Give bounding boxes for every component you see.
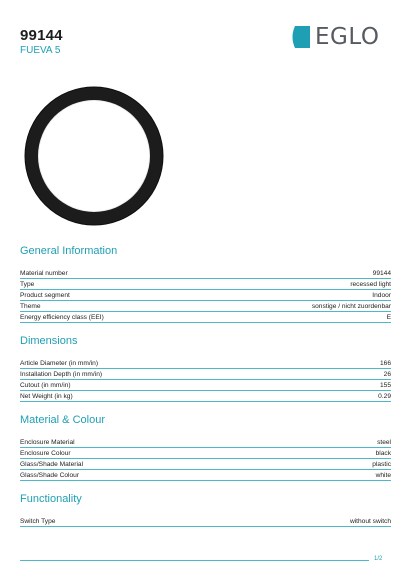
table-row bbox=[20, 437, 391, 448]
footer-divider bbox=[20, 560, 369, 561]
row-value: E bbox=[386, 313, 391, 321]
row-value: sonstige / nicht zuordenbar bbox=[311, 302, 391, 310]
row-value: plastic bbox=[372, 460, 391, 468]
brand-logo bbox=[288, 26, 392, 48]
row-label: Theme bbox=[20, 302, 41, 310]
section-title-general-information: General Information bbox=[20, 245, 118, 257]
row-value: 26 bbox=[383, 370, 391, 378]
row-value: without switch bbox=[349, 517, 391, 525]
eglo-logo-icon bbox=[288, 26, 310, 48]
row-label: Glass/Shade Material bbox=[20, 460, 84, 468]
row-label: Glass/Shade Colour bbox=[20, 471, 80, 479]
section-title-functionality: Functionality bbox=[20, 493, 82, 505]
table-row bbox=[20, 301, 391, 312]
row-value: white bbox=[375, 471, 391, 479]
section-title-material-colour: Material & Colour bbox=[20, 414, 105, 426]
table-row bbox=[20, 268, 391, 279]
table-row bbox=[20, 369, 391, 380]
table-row bbox=[20, 290, 391, 301]
table-row bbox=[20, 358, 391, 369]
row-value: recessed light bbox=[350, 280, 391, 288]
row-value: steel bbox=[377, 438, 391, 446]
row-label: Product segment bbox=[20, 291, 70, 299]
material-colour-table bbox=[20, 437, 391, 481]
row-label: Enclosure Colour bbox=[20, 449, 71, 457]
row-value: 99144 bbox=[372, 269, 391, 277]
table-row bbox=[20, 279, 391, 290]
table-row bbox=[20, 516, 391, 527]
section-title-dimensions: Dimensions bbox=[20, 335, 78, 347]
table-row bbox=[20, 459, 391, 470]
row-label: Installation Depth (in mm/in) bbox=[20, 370, 103, 378]
brand-name: EGLO bbox=[315, 24, 380, 50]
row-value: Indoor bbox=[372, 291, 391, 299]
round-recessed-light-image bbox=[24, 86, 164, 226]
row-label: Type bbox=[20, 280, 35, 288]
row-label: Net Weight (in kg) bbox=[20, 392, 73, 400]
row-label: Cutout (in mm/in) bbox=[20, 381, 71, 389]
article-number: 99144 bbox=[20, 27, 63, 44]
dimensions-table bbox=[20, 358, 391, 402]
general-information-table bbox=[20, 268, 391, 323]
table-row bbox=[20, 391, 391, 402]
table-row bbox=[20, 312, 391, 323]
row-label: Material number bbox=[20, 269, 68, 277]
table-row bbox=[20, 448, 391, 459]
row-value: 166 bbox=[379, 359, 391, 367]
row-label: Article Diameter (in mm/in) bbox=[20, 359, 99, 367]
functionality-table bbox=[20, 516, 391, 527]
table-row bbox=[20, 470, 391, 481]
product-name: FUEVA 5 bbox=[20, 45, 61, 56]
row-label: Energy efficiency class (EEI) bbox=[20, 313, 104, 321]
table-row bbox=[20, 380, 391, 391]
page-number: 1/2 bbox=[374, 556, 383, 562]
row-value: 155 bbox=[379, 381, 391, 389]
row-label: Switch Type bbox=[20, 517, 56, 525]
row-label: Enclosure Material bbox=[20, 438, 75, 446]
row-value: black bbox=[375, 449, 391, 457]
row-value: 0.29 bbox=[378, 392, 391, 400]
